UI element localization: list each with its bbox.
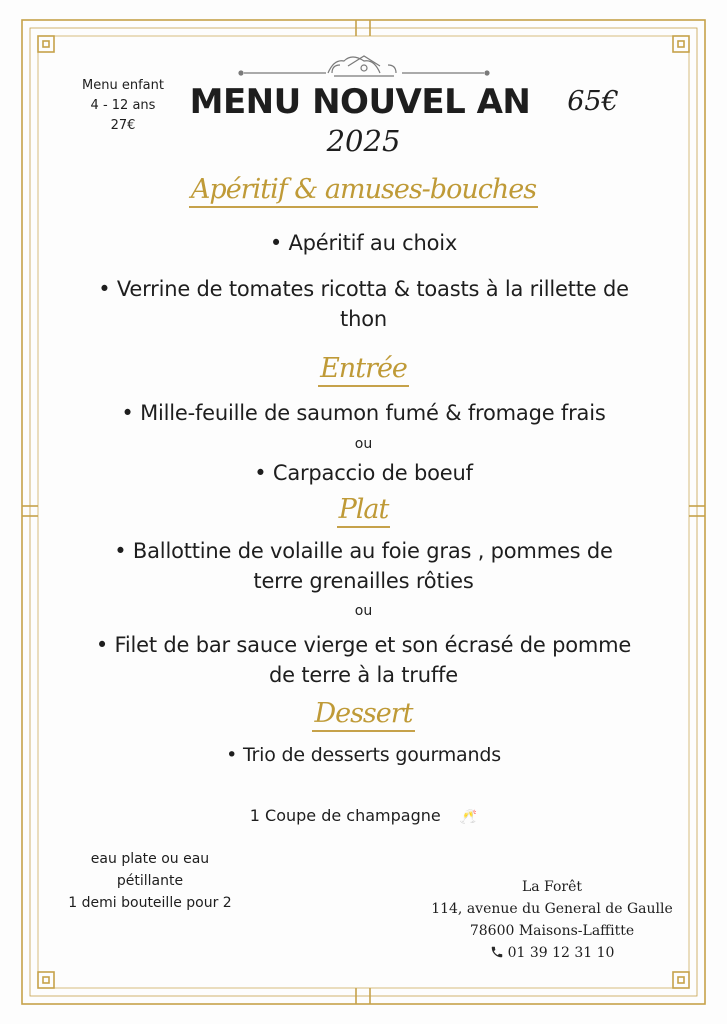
section-title-dessert: Dessert <box>0 698 727 729</box>
kids-menu-label: Menu enfant <box>82 78 164 93</box>
or-separator: ou <box>354 603 373 619</box>
water-line2: pétillante <box>116 873 184 889</box>
section-title-plat: Plat <box>0 494 727 525</box>
menu-item-verrine-line1: • Verrine de tomates ricotta & toasts à la rillette de <box>98 277 629 301</box>
menu-price: 65€ <box>567 86 619 117</box>
menu-item-ballottine-line2: terre grenailles rôties <box>253 569 474 593</box>
menu-item-verrine-line2: thon <box>340 307 387 331</box>
menu-item-ballottine-line1: • Ballottine de volaille au foie gras , pommes de <box>114 539 613 563</box>
menu-item-carpaccio: • Carpaccio de boeuf <box>254 461 473 485</box>
champagne-line <box>0 806 727 825</box>
kids-price: 27€ <box>110 118 136 133</box>
restaurant-phone-line <box>420 942 684 964</box>
champagne-label: 1 Coupe de champagne <box>249 806 441 825</box>
restaurant-city: 78600 Maisons-Laffitte <box>469 923 635 939</box>
menu-item-filet-de-bar-line1: • Filet de bar sauce vierge et son écrasé de pomme <box>95 633 632 657</box>
or-separator: ou <box>354 436 373 452</box>
water-line3: 1 demi bouteille pour 2 <box>68 895 232 911</box>
restaurant-name: La Forêt <box>521 879 583 895</box>
menu-item-dessert: • Trio de desserts gourmands <box>226 744 501 766</box>
restaurant-phone: 01 39 12 31 10 <box>507 945 615 961</box>
champagne-glasses-icon: 🥂 <box>459 809 478 825</box>
menu-title: MENU NOUVEL AN <box>189 82 531 122</box>
kids-age-range: 4 - 12 ans <box>90 98 156 113</box>
restaurant-info <box>420 876 684 964</box>
restaurant-street: 114, avenue du General de Gaulle <box>431 901 673 917</box>
water-line1: eau plate ou eau <box>90 851 210 867</box>
phone-icon <box>490 945 504 959</box>
menu-year: 2025 <box>326 124 401 158</box>
section-title-entree: Entrée <box>0 353 727 384</box>
section-title-aperitif: Apéritif & amuses-bouches <box>0 174 727 205</box>
menu-item-aperitif: • Apéritif au choix <box>269 231 458 255</box>
menu-item-filet-de-bar-line2: de terre à la truffe <box>269 663 458 687</box>
menu-item-mille-feuille: • Mille-feuille de saumon fumé & fromage frais <box>121 401 606 425</box>
water-info <box>40 848 260 914</box>
